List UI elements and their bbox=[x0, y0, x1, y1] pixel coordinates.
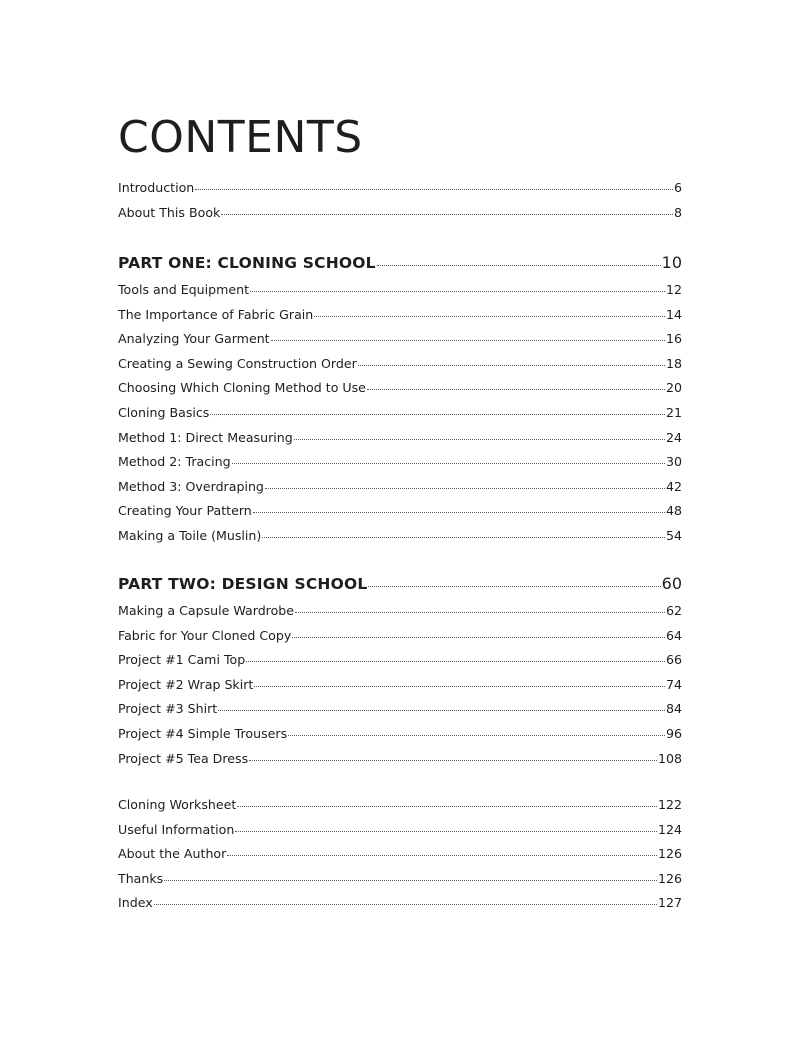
toc-entry-label: Cloning Worksheet bbox=[118, 797, 237, 812]
part-one-list bbox=[118, 248, 682, 549]
toc-entry-label: Choosing Which Cloning Method to Use bbox=[118, 380, 366, 396]
dot-leader bbox=[154, 903, 657, 905]
toc-entry-label: Tools and Equipment bbox=[118, 282, 250, 297]
toc-entry-page: 20 bbox=[665, 380, 682, 396]
toc-entry bbox=[118, 401, 682, 426]
dot-leader bbox=[232, 462, 665, 464]
toc-entry-label: Fabric for Your Cloned Copy bbox=[118, 627, 292, 643]
toc-entry bbox=[118, 450, 682, 475]
toc-entry bbox=[118, 648, 682, 673]
toc-entry-label: Method 2: Tracing bbox=[118, 454, 231, 470]
toc-entry-label: Index bbox=[118, 895, 153, 911]
toc-entry bbox=[118, 475, 682, 500]
toc-entry bbox=[118, 673, 682, 698]
toc-entry-page: 18 bbox=[665, 355, 682, 371]
toc-entry-page: 96 bbox=[665, 725, 682, 741]
toc-entry-page: 54 bbox=[665, 527, 682, 543]
toc-entry-page: 42 bbox=[665, 478, 682, 494]
toc-entry-page: 122 bbox=[657, 797, 682, 812]
toc-entry-label: Project #5 Tea Dress bbox=[118, 750, 249, 766]
dot-leader bbox=[358, 364, 665, 366]
back-matter-list bbox=[118, 793, 682, 916]
toc-entry-page: 16 bbox=[665, 331, 682, 347]
toc-entry-label: Method 1: Direct Measuring bbox=[118, 429, 293, 445]
dot-leader bbox=[314, 315, 665, 317]
dot-leader bbox=[250, 290, 665, 292]
page-title: CONTENTS bbox=[118, 112, 363, 163]
toc-entry bbox=[118, 599, 682, 624]
dot-leader bbox=[195, 188, 673, 190]
toc-entry-label: Creating Your Pattern bbox=[118, 503, 252, 519]
toc-entry-page: 12 bbox=[665, 282, 682, 297]
toc-entry bbox=[118, 499, 682, 524]
dot-leader bbox=[235, 830, 657, 832]
part-heading-page: 60 bbox=[661, 574, 682, 593]
toc-entry-page: 84 bbox=[665, 701, 682, 717]
toc-entry bbox=[118, 867, 682, 892]
toc-entry bbox=[118, 303, 682, 328]
toc-entry-page: 48 bbox=[665, 503, 682, 519]
toc-entry-label: Making a Capsule Wardrobe bbox=[118, 603, 295, 618]
toc-entry-label: Method 3: Overdraping bbox=[118, 478, 264, 494]
toc-entry-page: 66 bbox=[665, 652, 682, 668]
part-one-heading bbox=[118, 248, 682, 278]
toc-entry-page: 126 bbox=[657, 846, 682, 862]
toc-entry-label: About This Book bbox=[118, 204, 221, 220]
dot-leader bbox=[367, 388, 665, 390]
toc-entry-page: 24 bbox=[665, 429, 682, 445]
toc-entry-page: 62 bbox=[665, 603, 682, 618]
part-heading-label: PART TWO: DESIGN SCHOOL bbox=[118, 575, 368, 593]
dot-leader bbox=[221, 213, 673, 215]
dot-leader bbox=[249, 759, 657, 761]
toc-entry-label: Cloning Basics bbox=[118, 404, 210, 420]
toc-entry-label: Project #3 Shirt bbox=[118, 701, 218, 717]
toc-entry bbox=[118, 352, 682, 377]
toc-entry-label: Thanks bbox=[118, 870, 164, 886]
toc-entry bbox=[118, 747, 682, 772]
toc-entry bbox=[118, 278, 682, 303]
toc-entry-page: 6 bbox=[673, 180, 682, 195]
dot-leader bbox=[377, 264, 661, 266]
toc-entry bbox=[118, 722, 682, 747]
toc-entry-label: Introduction bbox=[118, 180, 195, 195]
part-two-heading bbox=[118, 569, 682, 599]
dot-leader bbox=[164, 879, 657, 881]
toc-entry-page: 74 bbox=[665, 676, 682, 692]
front-matter-list bbox=[118, 176, 682, 225]
dot-leader bbox=[292, 636, 665, 638]
part-heading-page: 10 bbox=[661, 253, 682, 272]
dot-leader bbox=[294, 438, 665, 440]
dot-leader bbox=[265, 487, 665, 489]
dot-leader bbox=[237, 805, 657, 807]
dot-leader bbox=[271, 339, 665, 341]
part-heading-label: PART ONE: CLONING SCHOOL bbox=[118, 254, 376, 272]
toc-entry bbox=[118, 697, 682, 722]
toc-entry bbox=[118, 327, 682, 352]
toc-entry-label: Making a Toile (Muslin) bbox=[118, 527, 262, 543]
toc-entry-label: Project #1 Cami Top bbox=[118, 652, 246, 668]
toc-entry bbox=[118, 842, 682, 867]
toc-entry-label: The Importance of Fabric Grain bbox=[118, 306, 314, 322]
toc-entry bbox=[118, 891, 682, 916]
toc-entry-page: 64 bbox=[665, 627, 682, 643]
dot-leader bbox=[246, 660, 665, 662]
toc-entry-page: 21 bbox=[665, 404, 682, 420]
toc-entry-page: 14 bbox=[665, 306, 682, 322]
toc-entry-label: About the Author bbox=[118, 846, 227, 862]
toc-entry bbox=[118, 426, 682, 451]
toc-entry bbox=[118, 624, 682, 649]
toc-entry bbox=[118, 524, 682, 549]
toc-entry-label: Project #4 Simple Trousers bbox=[118, 725, 288, 741]
dot-leader bbox=[295, 611, 665, 613]
toc-entry-page: 108 bbox=[657, 750, 682, 766]
dot-leader bbox=[288, 734, 665, 736]
toc-entry-label: Project #2 Wrap Skirt bbox=[118, 676, 254, 692]
toc-entry-page: 127 bbox=[657, 895, 682, 911]
dot-leader bbox=[262, 536, 665, 538]
toc-entry bbox=[118, 376, 682, 401]
dot-leader bbox=[253, 511, 665, 513]
toc-entry bbox=[118, 176, 682, 201]
toc-entry-page: 124 bbox=[657, 821, 682, 837]
toc-entry-page: 8 bbox=[673, 204, 682, 220]
toc-entry bbox=[118, 793, 682, 818]
dot-leader bbox=[254, 685, 665, 687]
toc-entry-label: Analyzing Your Garment bbox=[118, 331, 270, 347]
toc-entry-page: 30 bbox=[665, 454, 682, 470]
toc-entry-label: Creating a Sewing Construction Order bbox=[118, 355, 357, 371]
toc-entry-page: 126 bbox=[657, 870, 682, 886]
toc-entry-label: Useful Information bbox=[118, 821, 235, 837]
part-two-list bbox=[118, 569, 682, 771]
dot-leader bbox=[210, 413, 665, 415]
dot-leader bbox=[368, 585, 660, 587]
toc-entry bbox=[118, 201, 682, 226]
dot-leader bbox=[218, 709, 665, 711]
dot-leader bbox=[227, 854, 657, 856]
toc-entry bbox=[118, 818, 682, 843]
